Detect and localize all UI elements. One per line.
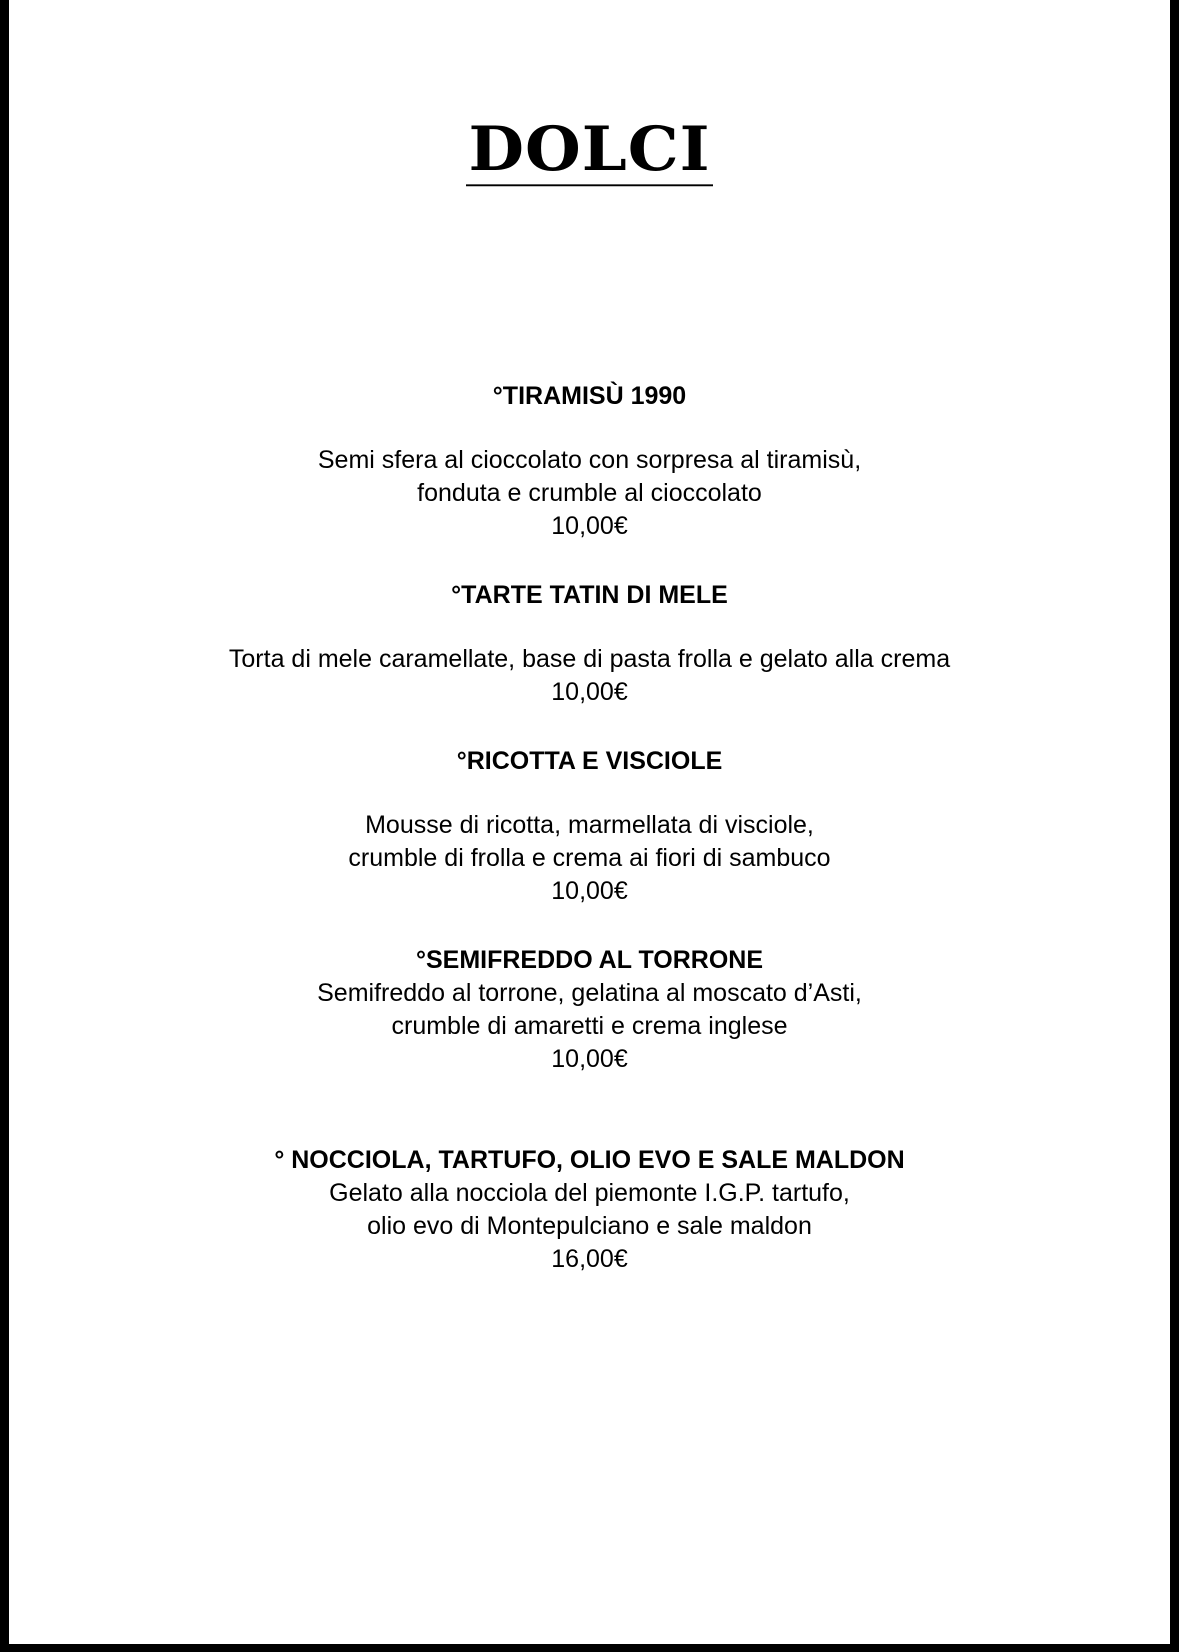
menu-item <box>9 1144 1170 1276</box>
menu-item-description: fonduta e crumble al cioccolato <box>417 479 762 507</box>
menu-item-name: °SEMIFREDDO AL TORRONE <box>415 946 764 974</box>
menu-page <box>9 0 1170 1644</box>
menu-item-description: olio evo di Montepulciano e sale maldon <box>367 1212 812 1240</box>
menu-item-description: Semifreddo al torrone, gelatina al moscato d’Asti, <box>317 979 862 1007</box>
menu-item <box>9 944 1170 1076</box>
menu-item-description: crumble di frolla e crema ai fiori di sambuco <box>348 844 831 872</box>
menu-item-price: 10,00€ <box>551 877 628 905</box>
menu-item <box>9 579 1170 709</box>
menu-item-description: Semi sfera al cioccolato con sorpresa al tiramisù, <box>317 446 862 474</box>
menu-item <box>9 745 1170 908</box>
menu-item-description: Gelato alla nocciola del piemonte I.G.P. tartufo, <box>329 1179 850 1207</box>
menu-title-text: DOLCI <box>468 114 711 186</box>
menu-item-description: Mousse di ricotta, marmellata di visciole, <box>365 811 814 839</box>
menu-item <box>9 380 1170 543</box>
menu-item-name: ° NOCCIOLA, TARTUFO, OLIO EVO E SALE MALDON <box>274 1146 905 1174</box>
menu-item-name: °TARTE TATIN DI MELE <box>451 581 728 609</box>
menu-item-price: 16,00€ <box>551 1245 628 1273</box>
menu-item-price: 10,00€ <box>551 512 628 540</box>
menu-item-name: °TIRAMISÙ 1990 <box>492 382 687 410</box>
menu-item-name: °RICOTTA E VISCIOLE <box>456 747 723 775</box>
menu-title <box>9 114 1170 188</box>
menu-item-price: 10,00€ <box>551 678 628 706</box>
menu-item-description: crumble di amaretti e crema inglese <box>391 1012 788 1040</box>
menu-item-description: Torta di mele caramellate, base di pasta frolla e gelato alla crema <box>228 645 951 673</box>
menu-item-price: 10,00€ <box>551 1045 628 1073</box>
